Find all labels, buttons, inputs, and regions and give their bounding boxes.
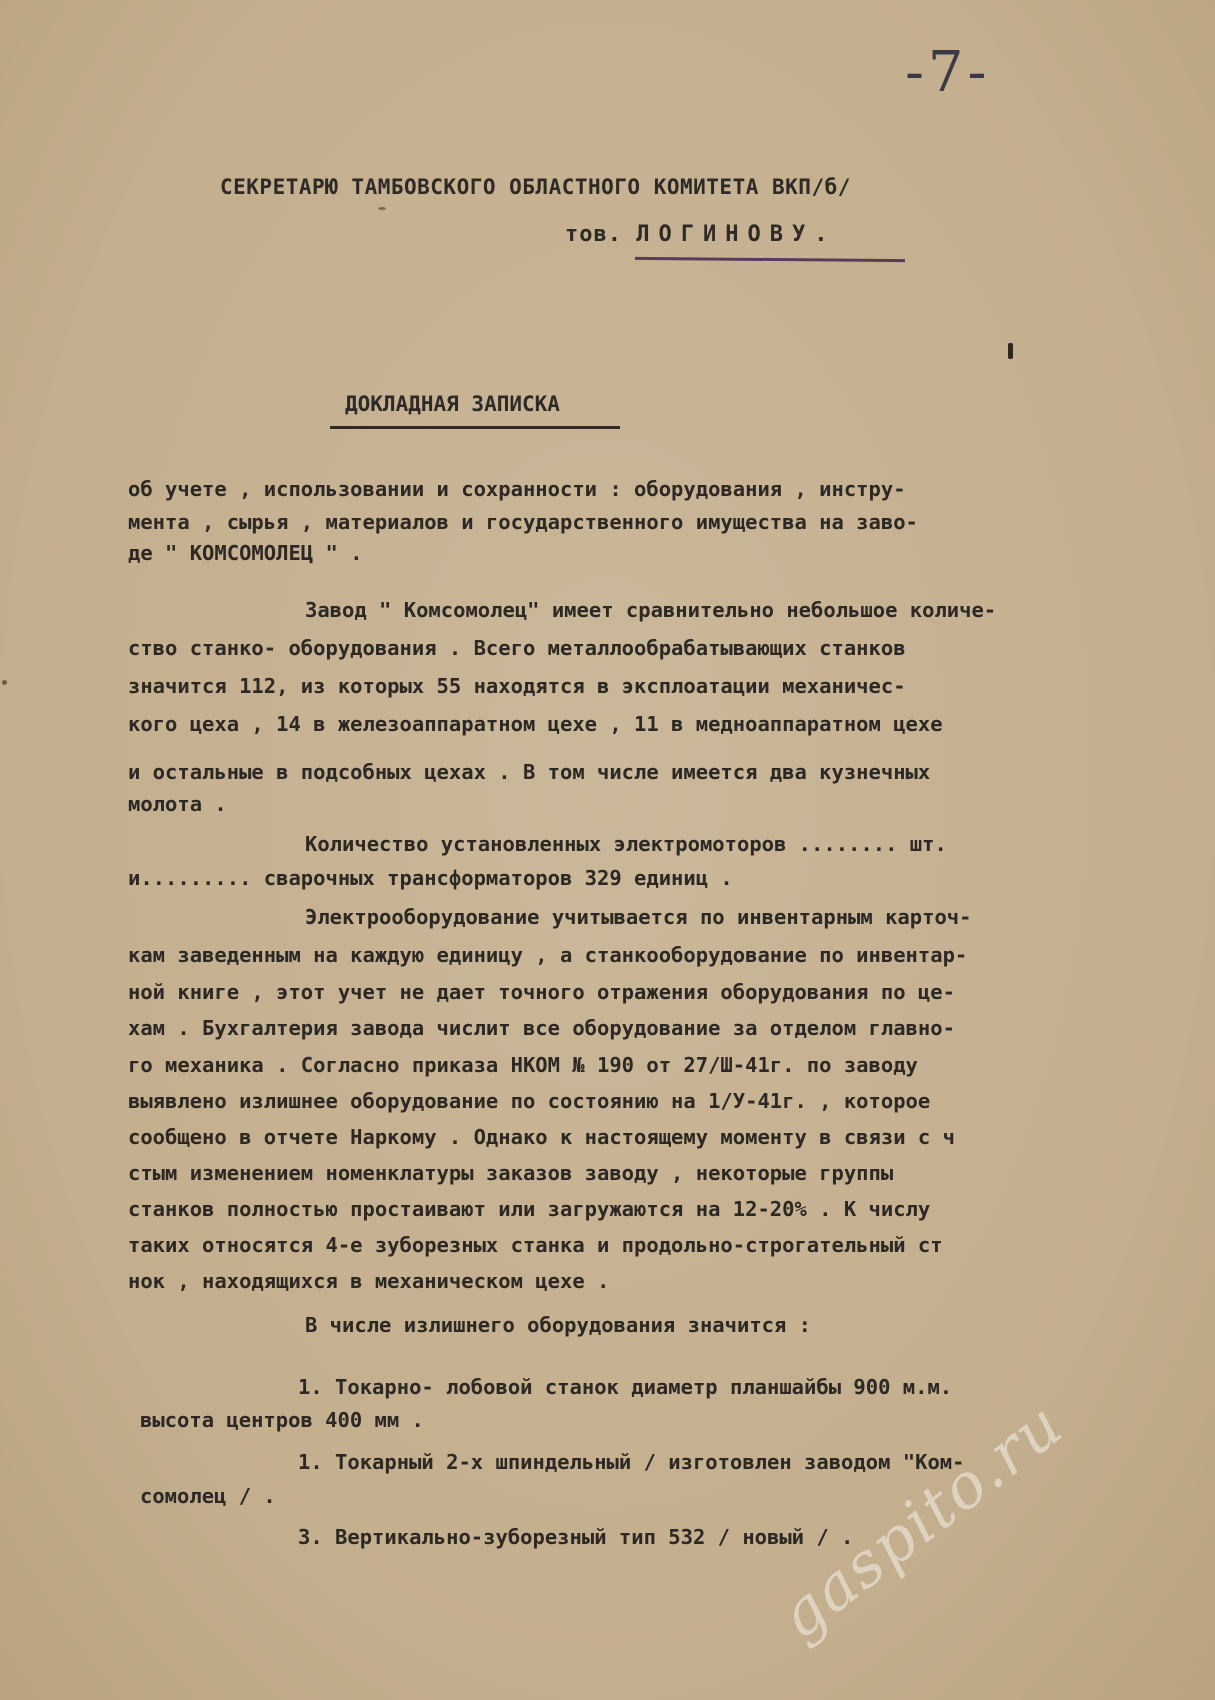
addressee-surname: ЛОГИНОВУ (636, 222, 815, 247)
list-item: 1. Токарный 2-х шпиндельный / изготовлен заводом "Ком- (298, 1450, 965, 1474)
body-line: сообщено в отчете Наркому . Однако к настоящему моменту в связи с ч (128, 1125, 955, 1149)
list-item-continuation: сомолец / . (140, 1484, 276, 1508)
body-line: Завод " Комсомолец" имеет сравнительно небольшое количе- (305, 598, 997, 622)
body-line: и остальные в подсобных цехах . В том числе имеется два кузнечных (128, 760, 931, 784)
body-line: кого цеха , 14 в железоаппаратном цехе , 11 в медноаппаратном цехе (128, 712, 943, 736)
body-line: хам . Бухгалтерия завода числит все оборудование за отделом главно- (128, 1016, 955, 1040)
body-line: молота . (128, 792, 227, 816)
body-line: выявлено излишнее оборудование по состоянию на 1/У-41г. , которое (128, 1089, 931, 1113)
ink-speck (378, 207, 386, 210)
addressee-prefix: тов. (565, 222, 622, 247)
body-line: кам заведенным на каждую единицу , а станкооборудование по инвентар- (128, 943, 968, 967)
body-line: Количество установленных электромоторов ........ шт. (305, 832, 947, 856)
body-line: де " КОМСОМОЛЕЦ " . (128, 541, 363, 565)
body-line: таких относятся 4-е зуборезных станка и продольно-строгательный ст (128, 1233, 943, 1257)
body-line: значится 112, из которых 55 находятся в эксплоатации механичес- (128, 674, 906, 698)
addressee-suffix: . (814, 222, 829, 247)
body-line: мента , сырья , материалов и государственного имущества на заво- (128, 510, 918, 534)
body-line: го механика . Согласно приказа НКОМ № 190 от 27/Ш-41г. по заводу (128, 1053, 918, 1077)
ink-speck (1008, 343, 1013, 359)
body-line: ной книге , этот учет не дает точного отражения оборудования по це- (128, 980, 955, 1004)
title-underline (330, 426, 620, 429)
body-line: об учете , использовании и сохранности : оборудования , инстру- (128, 477, 906, 501)
body-line: Электрооборудование учитывается по инвентарным карточ- (305, 905, 972, 929)
surname-underline (635, 257, 905, 262)
body-line: стым изменением номенклатуры заказов заводу , некоторые группы (128, 1161, 894, 1185)
watermark-stamp: gaspito.ru (765, 1387, 1077, 1653)
body-line: ство станко- оборудования . Всего металлообрабатывающих станков (128, 636, 906, 660)
body-line: станков полностью простаивают или загружаются на 12-20% . К числу (128, 1197, 931, 1221)
body-line: нок , находящихся в механическом цехе . (128, 1269, 610, 1293)
ink-speck (2, 680, 7, 685)
addressee-title: СЕКРЕТАРЮ ТАМБОВСКОГО ОБЛАСТНОГО КОМИТЕТА ВКП/б/ (220, 175, 851, 199)
list-item: 3. Вертикально-зуборезный тип 532 / новый / . (298, 1525, 854, 1549)
list-item-continuation: высота центров 400 мм . (140, 1408, 424, 1432)
addressee-name (565, 222, 828, 247)
body-line: и......... сварочных трансформаторов 329 единиц . (128, 866, 733, 890)
page-number: -7- (905, 40, 991, 105)
list-item: 1. Токарно- лобовой станок диаметр планшайбы 900 м.м. (298, 1375, 953, 1399)
document-title: ДОКЛАДНАЯ ЗАПИСКА (345, 392, 560, 416)
body-line: В числе излишнего оборудования значится : (305, 1313, 812, 1337)
